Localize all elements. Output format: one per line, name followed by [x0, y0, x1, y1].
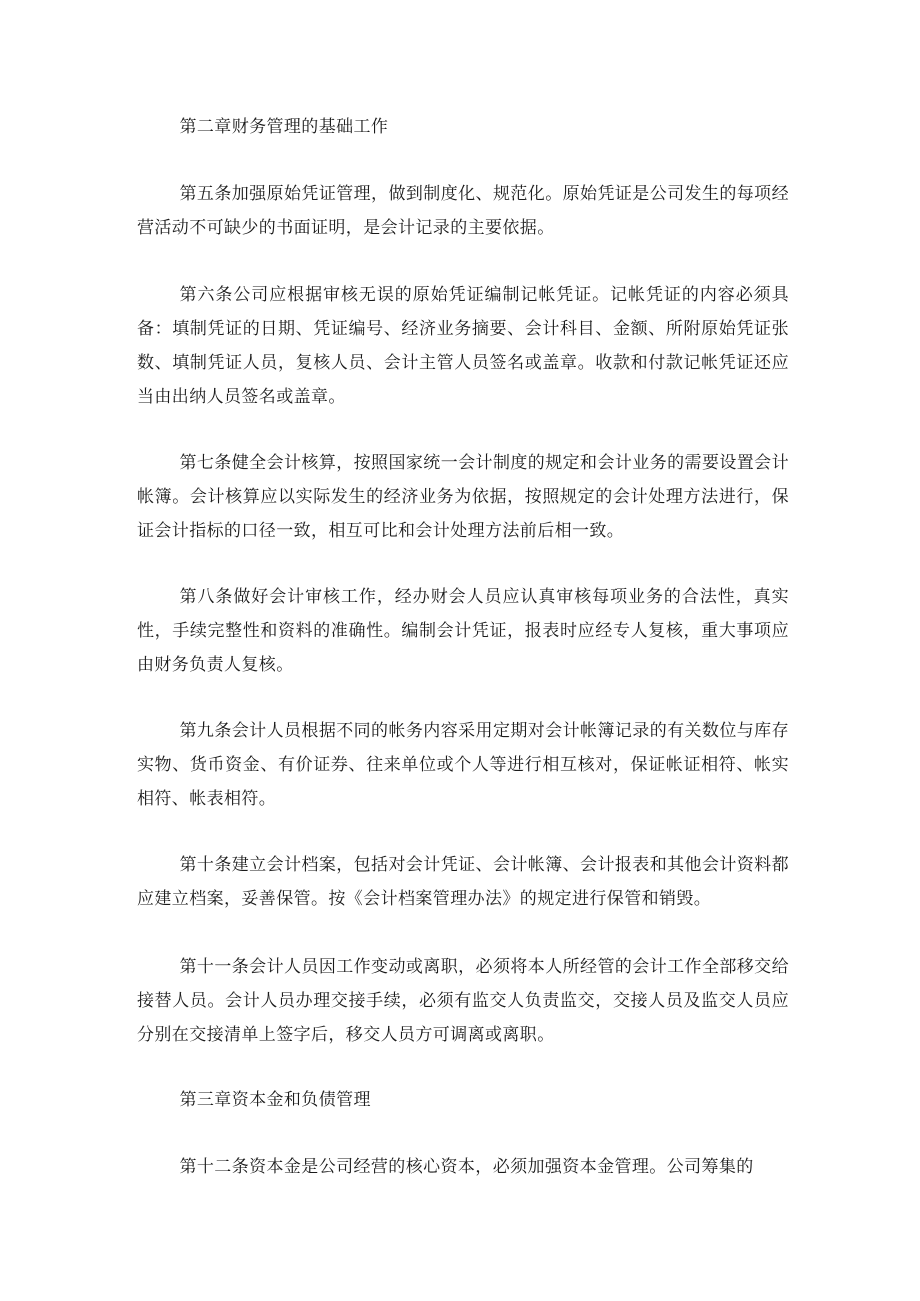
article-10-paragraph: 第十条建立会计档案，包括对会计凭证、会计帐簿、会计报表和其他会计资料都应建立档案，妥善保管。按《会计档案管理办法》的规定进行保管和销毁。	[137, 855, 789, 909]
article-8-paragraph: 第八条做好会计审核工作，经办财会人员应认真审核每项业务的合法性，真实性，手续完整性和资料的准确性。编制会计凭证，报表时应经专人复核，重大事项应由财务负责人复核。	[137, 587, 789, 675]
article-6-paragraph: 第六条公司应根据审核无误的原始凭证编制记帐凭证。记帐凭证的内容必须具备：填制凭证的日期、凭证编号、经济业务摘要、会计科目、金额、所附原始凭证张数、填制凭证人员，复核人员、会计主管人员签名或盖章。收款和付款记帐凭证还应当由出纳人员签名或盖章。	[137, 285, 789, 407]
article-7-paragraph: 第七条健全会计核算，按照国家统一会计制度的规定和会计业务的需要设置会计帐簿。会计核算应以实际发生的经济业务为依据，按照规定的会计处理方法进行，保证会计指标的口径一致，相互可比和会计处理方法前后相一致。	[137, 453, 789, 541]
article-12-paragraph: 第十二条资本金是公司经营的核心资本，必须加强资本金管理。公司筹集的	[179, 1157, 754, 1177]
article-5-paragraph: 第五条加强原始凭证管理，做到制度化、规范化。原始凭证是公司发生的每项经营活动不可缺少的书面证明，是会计记录的主要依据。	[137, 184, 789, 238]
article-11-paragraph: 第十一条会计人员因工作变动或离职，必须将本人所经管的会计工作全部移交给接替人员。会计人员办理交接手续，必须有监交人负责监交，交接人员及监交人员应分别在交接清单上签字后，移交人员方可调离或离职。	[137, 957, 789, 1045]
chapter-2-heading: 第二章财务管理的基础工作	[179, 117, 389, 137]
chapter-3-heading: 第三章资本金和负债管理	[179, 1090, 371, 1110]
article-9-paragraph: 第九条会计人员根据不同的帐务内容采用定期对会计帐簿记录的有关数位与库存实物、货币资金、有价证券、往来单位或个人等进行相互核对，保证帐证相符、帐实相符、帐表相符。	[137, 721, 789, 809]
